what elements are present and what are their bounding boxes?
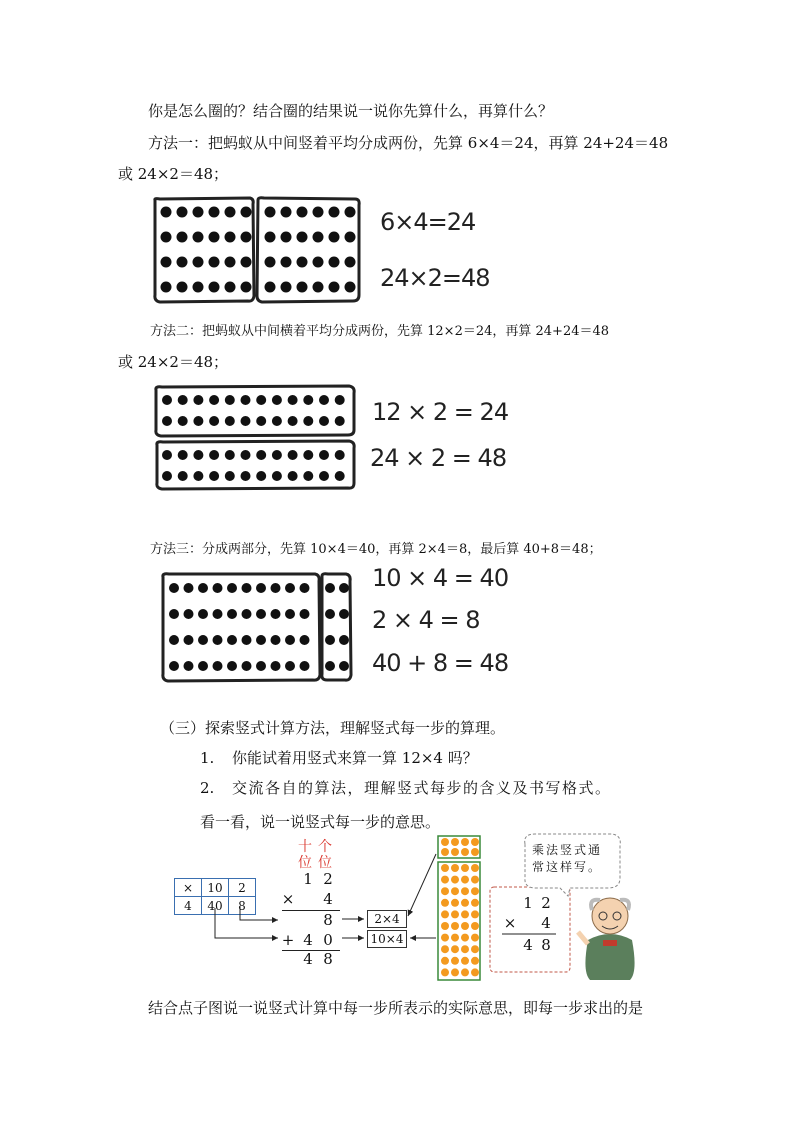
dot: [441, 934, 449, 942]
dot: [225, 395, 235, 405]
dot: [451, 876, 459, 884]
r-a1: 1: [523, 894, 533, 912]
dot: [225, 471, 235, 481]
dot: [184, 583, 194, 593]
dot: [285, 635, 295, 645]
dot: [335, 395, 345, 405]
dot: [272, 450, 282, 460]
item1-text: 你能试着用竖式来算一算 12×4 吗？: [232, 749, 478, 767]
dot: [198, 661, 208, 671]
dot: [451, 848, 459, 856]
dot: [281, 232, 292, 243]
dot: [313, 257, 324, 268]
dot: [242, 635, 252, 645]
dot: [461, 876, 469, 884]
dot: [198, 583, 208, 593]
dot: [471, 864, 479, 872]
dot: [209, 416, 219, 426]
dot: [198, 635, 208, 645]
dot: [227, 661, 237, 671]
dot: [297, 282, 308, 293]
dot: [169, 661, 179, 671]
dot: [169, 609, 179, 619]
dot: [177, 207, 188, 218]
grid-cell: 4: [175, 897, 202, 915]
dot: [209, 450, 219, 460]
dot: [297, 232, 308, 243]
dot: [471, 887, 479, 895]
method1-line2: 或 24×2＝48；: [118, 165, 229, 183]
place-wei-label-1: 位: [298, 855, 312, 871]
r-a2: 2: [541, 894, 551, 912]
dot: [288, 416, 298, 426]
method3-eq2: 2 × 4 = 8: [372, 606, 480, 634]
dot: [461, 922, 469, 930]
dot: [471, 848, 479, 856]
dot: [471, 876, 479, 884]
grid-cell: 40: [202, 897, 229, 915]
dot: [281, 257, 292, 268]
method2-eq2: 24 × 2 = 48: [370, 444, 507, 472]
dot: [227, 583, 237, 593]
teacher-character-icon: [578, 898, 635, 980]
dot: [335, 416, 345, 426]
dot: [193, 450, 203, 460]
dot: [461, 968, 469, 976]
dot: [329, 257, 340, 268]
method2-eq1: 12 × 2 = 24: [372, 398, 509, 426]
dot: [471, 910, 479, 918]
dot: [256, 583, 266, 593]
dot: [329, 282, 340, 293]
dot: [177, 257, 188, 268]
dot: [225, 232, 236, 243]
r-times: ×: [503, 914, 517, 932]
dot: [300, 583, 310, 593]
dot: [193, 416, 203, 426]
dot: [162, 395, 172, 405]
dot: [345, 282, 356, 293]
dot: [451, 922, 459, 930]
dot: [177, 232, 188, 243]
dot: [451, 957, 459, 965]
v-a1: 1: [303, 870, 313, 888]
dot: [225, 257, 236, 268]
dot: [441, 968, 449, 976]
question-text: 你是怎么圈的？结合圈的结果说一说你先算什么，再算什么？: [148, 102, 554, 120]
dot: [285, 583, 295, 593]
dot: [441, 838, 449, 846]
dot: [461, 848, 469, 856]
dot: [319, 450, 329, 460]
dot: [288, 450, 298, 460]
vertical-multiplication-figure: [170, 832, 640, 982]
dot: [300, 635, 310, 645]
dot: [329, 207, 340, 218]
dot: [451, 864, 459, 872]
dot: [345, 232, 356, 243]
dot: [441, 922, 449, 930]
dot: [281, 207, 292, 218]
dot: [441, 864, 449, 872]
dot: [242, 609, 252, 619]
box-2x4: 2×4: [367, 910, 407, 928]
dot: [329, 232, 340, 243]
dot: [241, 257, 252, 268]
dot: [297, 207, 308, 218]
dot: [169, 635, 179, 645]
dot: [319, 471, 329, 481]
dot: [288, 471, 298, 481]
method1-dot-figure: [152, 196, 367, 304]
dot: [265, 232, 276, 243]
dot: [178, 395, 188, 405]
dot: [184, 661, 194, 671]
dot: [178, 450, 188, 460]
dot: [193, 232, 204, 243]
dot: [271, 661, 281, 671]
dot: [441, 848, 449, 856]
dot: [451, 899, 459, 907]
dot: [241, 232, 252, 243]
dot: [213, 635, 223, 645]
method3-eq1: 10 × 4 = 40: [372, 564, 509, 592]
dot: [193, 471, 203, 481]
dot: [227, 609, 237, 619]
dot: [161, 257, 172, 268]
dot: [178, 471, 188, 481]
dot: [471, 899, 479, 907]
dot: [193, 395, 203, 405]
dot: [256, 471, 266, 481]
dot: [265, 282, 276, 293]
dot: [162, 450, 172, 460]
dot: [339, 583, 349, 593]
method2-line2: 或 24×2＝48；: [118, 353, 229, 371]
dot: [345, 257, 356, 268]
dot: [193, 257, 204, 268]
dot: [241, 207, 252, 218]
dot: [441, 957, 449, 965]
dot: [271, 583, 281, 593]
dot: [225, 207, 236, 218]
method3-eq3: 40 + 8 = 48: [372, 649, 509, 677]
dot: [339, 609, 349, 619]
dot: [178, 416, 188, 426]
dot: [441, 910, 449, 918]
speech-bubble-line2: 常这样写。: [532, 860, 603, 874]
dot: [461, 910, 469, 918]
dot: [319, 395, 329, 405]
dot: [339, 635, 349, 645]
dot: [471, 838, 479, 846]
method2-dot-figure: [153, 385, 363, 490]
dot: [325, 661, 335, 671]
dot: [272, 416, 282, 426]
r-e2: 8: [541, 936, 551, 954]
dot: [461, 934, 469, 942]
dot: [184, 635, 194, 645]
dot: [184, 609, 194, 619]
dot: [161, 232, 172, 243]
dot: [209, 232, 220, 243]
dot: [162, 471, 172, 481]
dot: [193, 207, 204, 218]
dot: [441, 899, 449, 907]
dot: [256, 609, 266, 619]
v-times: ×: [281, 890, 295, 908]
r-b2: 4: [541, 914, 551, 932]
dot: [213, 583, 223, 593]
dot: [313, 232, 324, 243]
dot: [441, 887, 449, 895]
dot: [241, 416, 251, 426]
dot: [451, 838, 459, 846]
item2-number: 2.: [200, 779, 215, 797]
dot: [265, 207, 276, 218]
dot: [313, 207, 324, 218]
dot: [461, 887, 469, 895]
dot: [339, 661, 349, 671]
dot: [451, 910, 459, 918]
dot: [461, 957, 469, 965]
dot: [209, 471, 219, 481]
dot: [281, 282, 292, 293]
dot: [325, 583, 335, 593]
v-d1: 4: [303, 931, 313, 949]
footer-text: 结合点子图说一说竖式计算中每一步所表示的实际意思，即每一步求出的是: [148, 999, 644, 1017]
grid-cell: 10: [202, 879, 229, 897]
dot: [441, 876, 449, 884]
dot: [471, 968, 479, 976]
dot: [241, 282, 252, 293]
v-e2: 8: [323, 950, 333, 968]
dot: [325, 609, 335, 619]
v-a2: 2: [323, 870, 333, 888]
dot: [225, 416, 235, 426]
dot: [161, 207, 172, 218]
dot: [256, 661, 266, 671]
dot: [461, 899, 469, 907]
dot: [471, 922, 479, 930]
dot: [451, 945, 459, 953]
dot: [288, 395, 298, 405]
dot: [300, 661, 310, 671]
v-c2: 8: [323, 911, 333, 929]
dot: [345, 207, 356, 218]
dot: [325, 635, 335, 645]
method2-line1: 方法二：把蚂蚁从中间横着平均分成两份，先算 12×2＝24，再算 24+24＝48: [150, 324, 610, 339]
dot: [303, 471, 313, 481]
dot: [451, 887, 459, 895]
dot: [169, 583, 179, 593]
method1-eq2: 24×2=48: [380, 264, 490, 292]
dot: [209, 282, 220, 293]
dot: [335, 471, 345, 481]
dot: [209, 395, 219, 405]
dot: [303, 395, 313, 405]
speech-bubble-text: [532, 842, 616, 876]
v-plus: +: [281, 931, 295, 949]
dot: [471, 934, 479, 942]
dot: [227, 635, 237, 645]
dot: [241, 395, 251, 405]
dot: [461, 945, 469, 953]
dot: [241, 471, 251, 481]
dot: [451, 934, 459, 942]
dot: [209, 207, 220, 218]
dot: [162, 416, 172, 426]
box-10x4: 10×4: [367, 930, 407, 948]
item1-number: 1.: [200, 749, 215, 767]
dot: [225, 450, 235, 460]
dot: [161, 282, 172, 293]
dot: [242, 583, 252, 593]
dot: [256, 416, 266, 426]
dot: [256, 395, 266, 405]
dot: [193, 282, 204, 293]
dot: [225, 282, 236, 293]
dot: [303, 450, 313, 460]
grid-cell: 8: [229, 897, 256, 915]
dot: [272, 395, 282, 405]
r-e1: 4: [523, 936, 533, 954]
dot: [271, 635, 281, 645]
dot: [242, 661, 252, 671]
dot: [303, 416, 313, 426]
dot: [319, 416, 329, 426]
method1-eq1: 6×4=24: [380, 208, 476, 236]
place-ones-label: 个: [318, 839, 332, 855]
look-text: 看一看，说一说竖式每一步的意思。: [200, 813, 441, 831]
dot: [300, 609, 310, 619]
dot: [272, 471, 282, 481]
method3-dot-figure: [160, 572, 355, 684]
dot: [256, 635, 266, 645]
grid-cell: 2: [229, 879, 256, 897]
dot: [471, 957, 479, 965]
v-e1: 4: [303, 950, 313, 968]
dot: [213, 609, 223, 619]
speech-bubble-line1: 乘法竖式通: [532, 843, 603, 857]
dot: [271, 609, 281, 619]
grid-cell: ×: [175, 879, 202, 897]
v-d2: 0: [323, 931, 333, 949]
dot: [313, 282, 324, 293]
dot: [241, 450, 251, 460]
v-b2: 4: [323, 890, 333, 908]
dot: [177, 282, 188, 293]
dot: [285, 661, 295, 671]
dot: [461, 864, 469, 872]
method3-line1: 方法三：分成两部分，先算 10×4＝40，再算 2×4＝8，最后算 40+8＝48；: [150, 542, 602, 557]
dot: [256, 450, 266, 460]
dot: [198, 609, 208, 619]
dot: [265, 257, 276, 268]
dot: [451, 968, 459, 976]
method1-line1: 方法一：把蚂蚁从中间竖着平均分成两份，先算 6×4＝24，再算 24+24＝48: [148, 134, 669, 152]
dot: [335, 450, 345, 460]
place-tens-label: 十: [298, 839, 312, 855]
place-wei-label-2: 位: [318, 855, 332, 871]
dot: [461, 838, 469, 846]
dot: [285, 609, 295, 619]
dot: [471, 945, 479, 953]
section3-heading: （三）探索竖式计算方法，理解竖式每一步的算理。: [160, 719, 506, 737]
dot: [297, 257, 308, 268]
item2-text: 交流各自的算法，理解竖式每步的含义及书写格式。: [232, 779, 612, 797]
dot: [213, 661, 223, 671]
dot: [441, 945, 449, 953]
dot: [209, 257, 220, 268]
